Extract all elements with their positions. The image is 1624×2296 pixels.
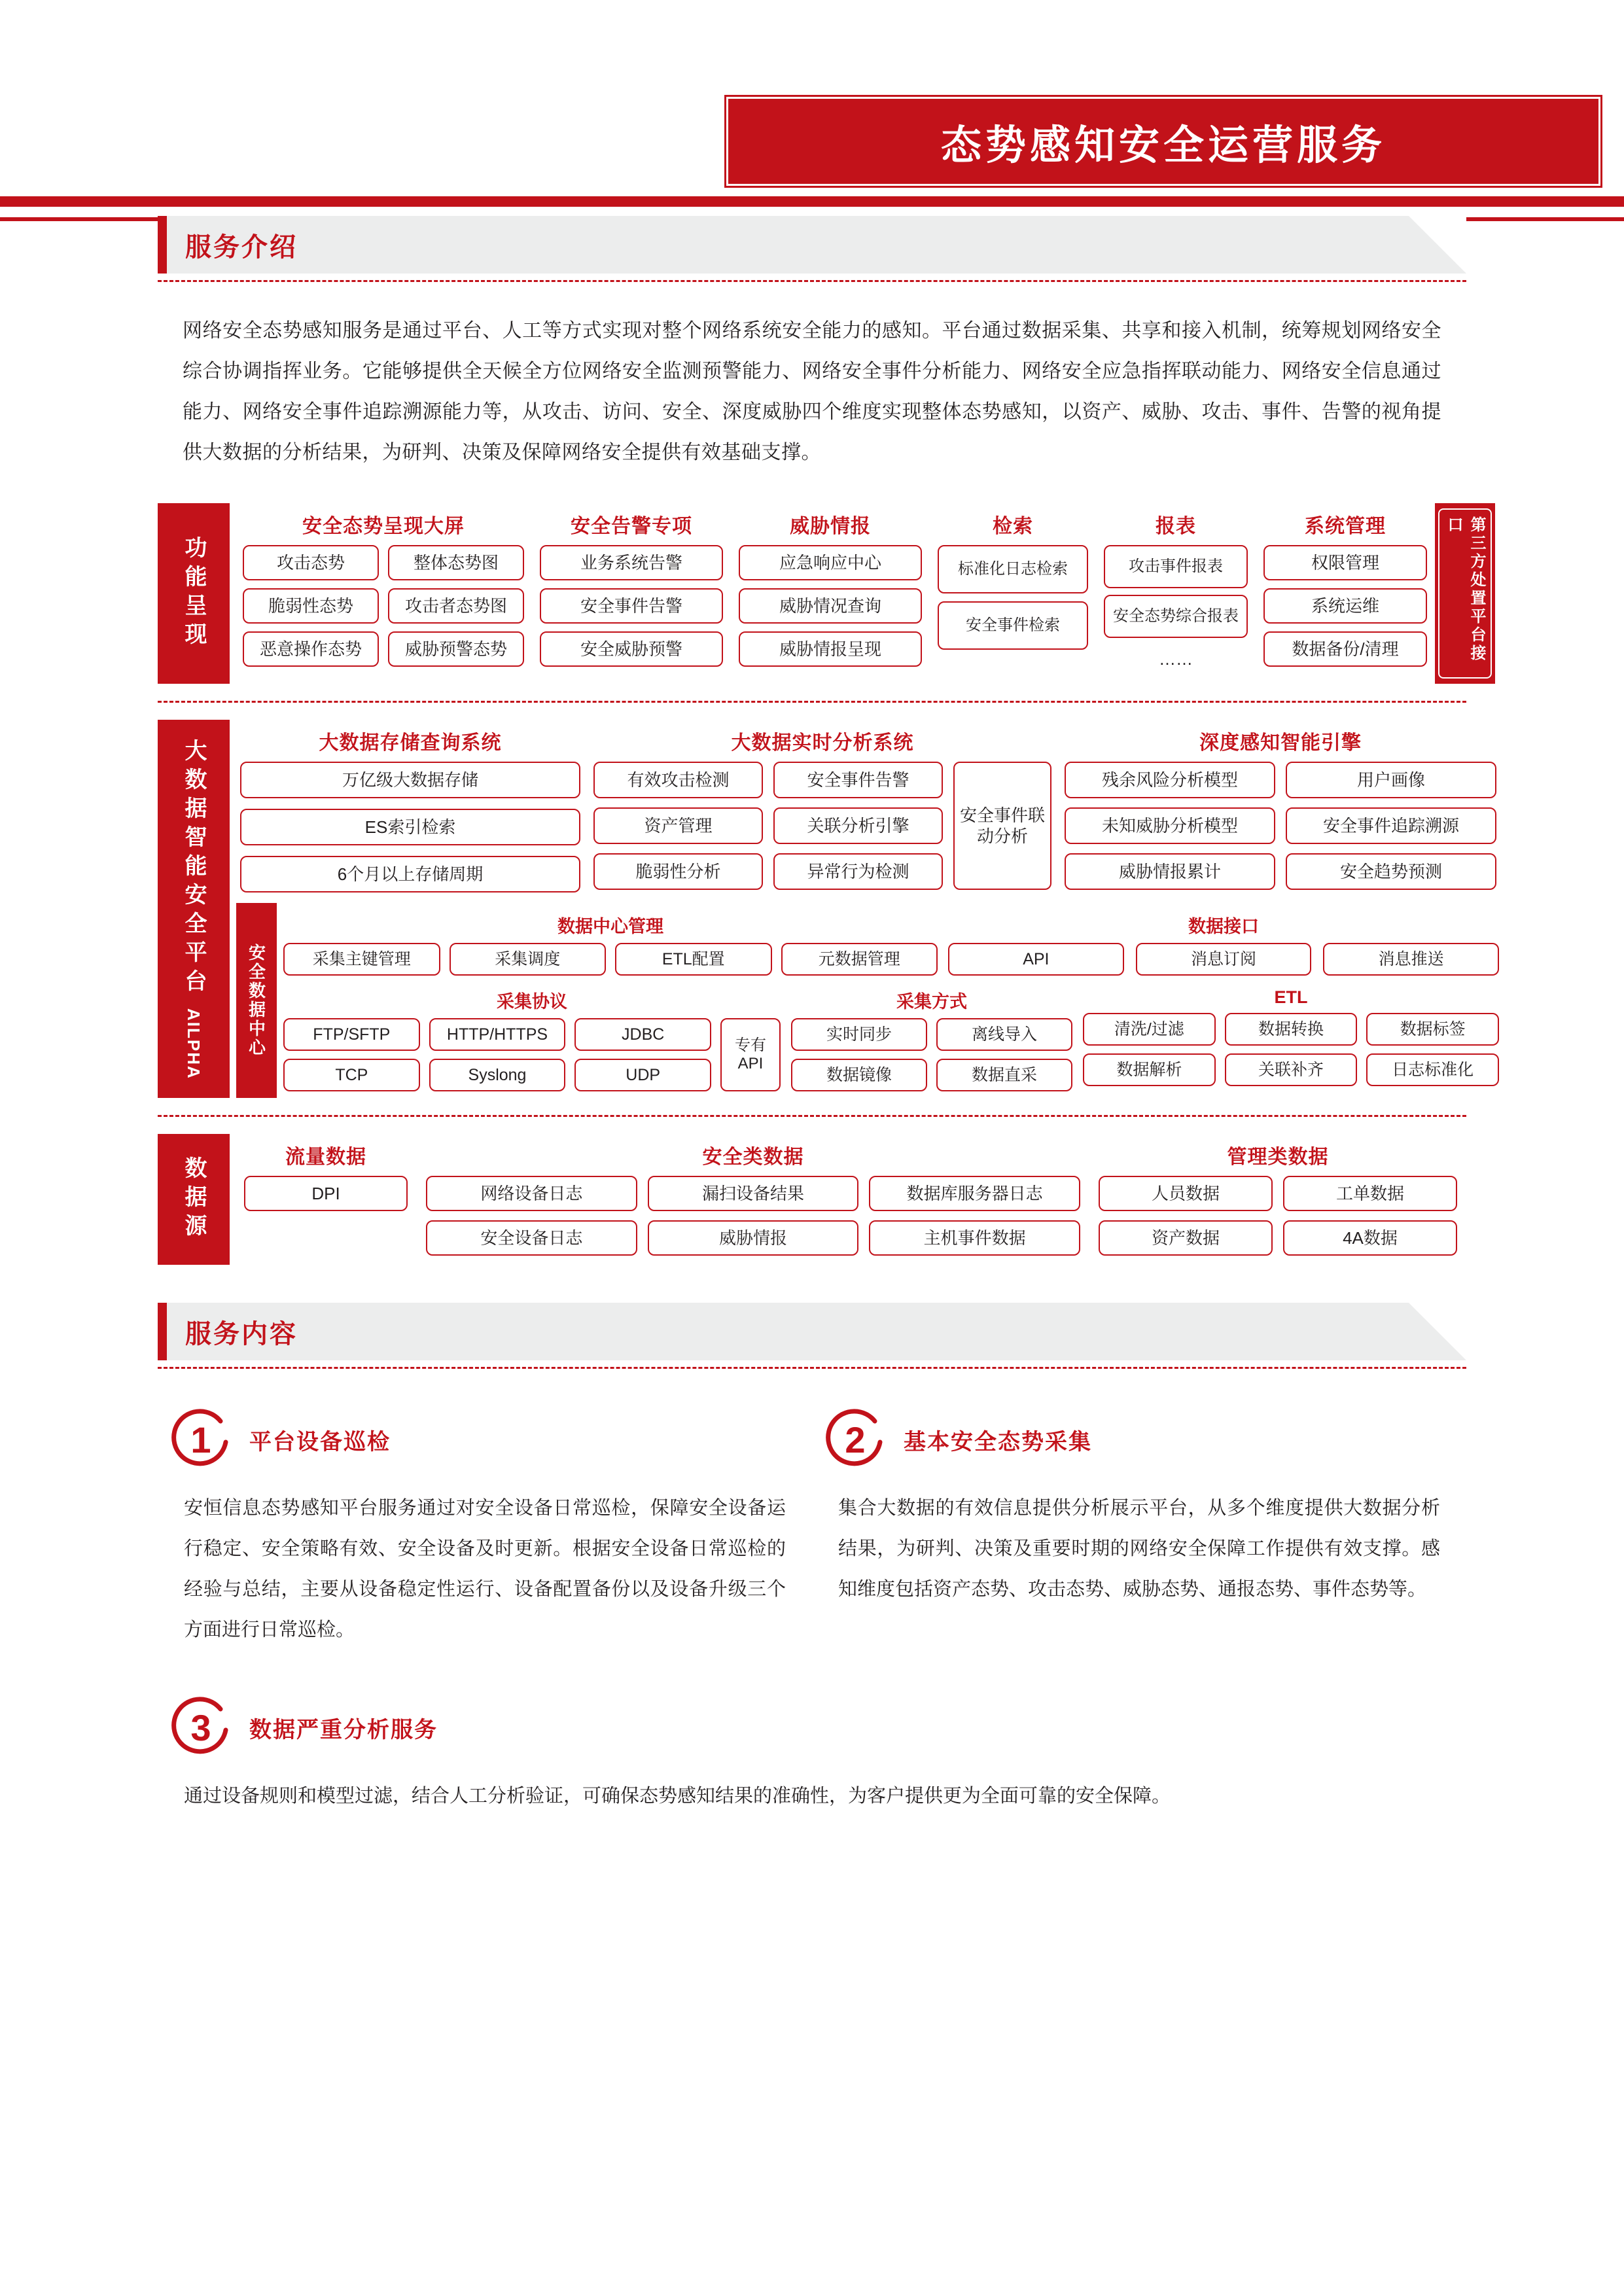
- block-label-platform: [158, 720, 230, 1098]
- platform-item-linked-analysis[interactable]: 安全事件联动分析: [953, 762, 1051, 890]
- function-group-report: [1096, 503, 1256, 684]
- dc-item[interactable]: 数据直采: [936, 1059, 1072, 1091]
- service-item-1: [158, 1408, 812, 1650]
- function-item[interactable]: 标准化日志检索: [938, 545, 1088, 593]
- function-group-alarm: [532, 503, 731, 684]
- datasource-groups: [230, 1134, 1466, 1265]
- platform-top-columns: [236, 720, 1503, 903]
- platform-item[interactable]: 万亿级大数据存储: [240, 762, 580, 798]
- platform-col-storage: [240, 726, 580, 892]
- dc-item[interactable]: 日志标准化: [1366, 1053, 1499, 1086]
- section-dashed-divider: [158, 280, 1466, 282]
- dc-item[interactable]: 实时同步: [791, 1018, 927, 1051]
- platform-item[interactable]: 未知威胁分析模型: [1065, 807, 1275, 844]
- dc-item[interactable]: HTTP/HTTPS: [429, 1018, 566, 1051]
- datasource-item[interactable]: 4A数据: [1283, 1220, 1457, 1256]
- group-head: 报表: [1156, 516, 1196, 537]
- service-title: 数据严重分析服务: [249, 1717, 438, 1742]
- service-number-circle-icon: [169, 1696, 232, 1759]
- data-center-block: [236, 903, 1503, 1098]
- function-item[interactable]: 攻击态势: [243, 545, 379, 580]
- function-item-more: ……: [1104, 645, 1248, 673]
- dc-item[interactable]: 离线导入: [936, 1018, 1072, 1051]
- function-item[interactable]: 权限管理: [1263, 545, 1427, 580]
- group-head: 系统管理: [1305, 516, 1386, 537]
- col-head: 深度感知智能引擎: [1199, 732, 1362, 754]
- datasource-item[interactable]: 人员数据: [1099, 1176, 1273, 1211]
- dc-row-management: [283, 908, 1499, 976]
- dc-head-protocol: 采集协议: [497, 992, 567, 1012]
- platform-body: [230, 720, 1503, 1098]
- service-items: [158, 1408, 1466, 1816]
- data-center-label: [236, 903, 277, 1098]
- section-title-bar-intro: [158, 216, 1466, 274]
- block-label-platform-text: 大数据智能安全平台: [181, 738, 206, 998]
- function-item[interactable]: 系统运维: [1263, 588, 1427, 624]
- header-rule-primary: [0, 196, 1624, 207]
- function-item[interactable]: 安全威胁预警: [540, 631, 723, 667]
- dc-item[interactable]: 数据镜像: [791, 1059, 927, 1091]
- datasource-item[interactable]: DPI: [244, 1176, 408, 1211]
- platform-item[interactable]: 脆弱性分析: [593, 853, 763, 890]
- function-item[interactable]: 安全态势综合报表: [1104, 595, 1248, 638]
- platform-item[interactable]: ES索引检索: [240, 809, 580, 845]
- platform-col-deep-engine: [1065, 726, 1496, 892]
- col-head: 大数据实时分析系统: [731, 732, 914, 754]
- page-title: 态势感知安全运营服务: [940, 122, 1386, 168]
- function-item[interactable]: 应急响应中心: [739, 545, 922, 580]
- dc-item[interactable]: ETL配置: [615, 943, 772, 976]
- function-group-dashboard: [235, 503, 532, 684]
- service-number-circle-icon: [169, 1408, 232, 1471]
- dc-item[interactable]: 采集调度: [450, 943, 607, 976]
- group-head: 管理类数据: [1227, 1146, 1329, 1168]
- function-item[interactable]: 攻击者态势图: [388, 588, 524, 624]
- platform-item[interactable]: 安全事件追踪溯源: [1286, 807, 1496, 844]
- function-item[interactable]: 整体态势图: [388, 545, 524, 580]
- platform-item[interactable]: 资产管理: [593, 807, 763, 844]
- platform-item[interactable]: 6个月以上存储周期: [240, 856, 580, 892]
- architecture-diagram: [158, 503, 1485, 1265]
- dc-head-method: 采集方式: [896, 992, 967, 1012]
- datasource-item[interactable]: 漏扫设备结果: [648, 1176, 859, 1211]
- datasource-group-security: [417, 1134, 1089, 1265]
- platform-item[interactable]: 安全事件告警: [773, 762, 943, 798]
- platform-item[interactable]: 用户画像: [1286, 762, 1496, 798]
- function-item[interactable]: 业务系统告警: [540, 545, 723, 580]
- third-party-interface-text: 第三方处置平台接口: [1445, 516, 1485, 663]
- block-label-platform-sub: AILPHA: [184, 1008, 203, 1080]
- diagram-divider-2: [158, 1115, 1466, 1117]
- datasource-item[interactable]: 数据库服务器日志: [869, 1176, 1080, 1211]
- dc-head-management: 数据中心管理: [557, 917, 663, 936]
- block-label-datasource: 数据源: [158, 1134, 230, 1265]
- platform-item[interactable]: 残余风险分析模型: [1065, 762, 1275, 798]
- dc-item[interactable]: 数据标签: [1366, 1013, 1499, 1046]
- dc-item[interactable]: JDBC: [574, 1018, 711, 1051]
- dc-item[interactable]: 消息订阅: [1136, 943, 1312, 976]
- service-text: 通过设备规则和模型过滤，结合人工分析验证，可确保态势感知结果的准确性，为客户提供更为全面可靠的安全保障。: [184, 1786, 1171, 1807]
- section-title-content: 服务内容: [185, 1319, 298, 1349]
- function-item[interactable]: 数据备份/清理: [1263, 631, 1427, 667]
- data-center-label-text: 安全数据中心: [246, 944, 266, 1057]
- dc-row-collection: [283, 983, 1499, 1091]
- dc-item[interactable]: 元数据管理: [781, 943, 938, 976]
- dc-item[interactable]: 消息推送: [1323, 943, 1499, 976]
- datasource-item[interactable]: 安全设备日志: [426, 1220, 637, 1256]
- function-group-threat-intel: [731, 503, 930, 684]
- page-header: [0, 0, 1624, 216]
- block-label-function: 功能呈现: [158, 503, 230, 684]
- dc-item-private-api[interactable]: 专有API: [720, 1018, 781, 1091]
- function-group-search: [930, 503, 1096, 684]
- dc-item[interactable]: TCP: [283, 1059, 420, 1091]
- function-item[interactable]: 威胁预警态势: [388, 631, 524, 667]
- col-head: 大数据存储查询系统: [319, 732, 502, 754]
- service-title: 平台设备巡检: [249, 1429, 391, 1455]
- platform-col-realtime: [593, 726, 1051, 892]
- service-title: 基本安全态势采集: [904, 1429, 1092, 1455]
- group-head: 流量数据: [285, 1146, 366, 1168]
- section-dashed-divider-2: [158, 1367, 1466, 1369]
- service-number: 3: [190, 1706, 211, 1748]
- function-item[interactable]: 威胁情况查询: [739, 588, 922, 624]
- section-accent-bar: [158, 216, 167, 274]
- service-item-3: [158, 1696, 1466, 1816]
- dc-item[interactable]: UDP: [574, 1059, 711, 1091]
- data-center-area: [277, 903, 1503, 1098]
- dc-head-interface: 数据接口: [1188, 917, 1259, 936]
- dc-item[interactable]: FTP/SFTP: [283, 1018, 420, 1051]
- dc-item[interactable]: API: [948, 943, 1124, 976]
- datasource-group-management: [1089, 1134, 1466, 1265]
- dc-item[interactable]: 数据转换: [1225, 1013, 1358, 1046]
- datasource-item[interactable]: 威胁情报: [648, 1220, 859, 1256]
- group-head: 威胁情报: [790, 516, 871, 537]
- platform-item[interactable]: 关联分析引擎: [773, 807, 943, 844]
- service-number: 2: [845, 1419, 866, 1460]
- function-item[interactable]: 威胁情报呈现: [739, 631, 922, 667]
- section-service-content: [158, 1303, 1466, 1816]
- platform-item[interactable]: 威胁情报累计: [1065, 853, 1275, 890]
- dc-item[interactable]: 关联补齐: [1225, 1053, 1358, 1086]
- dc-item[interactable]: Syslong: [429, 1059, 566, 1091]
- section-corner-notch: [1409, 1303, 1466, 1360]
- datasource-item[interactable]: 资产数据: [1099, 1220, 1273, 1256]
- diagram-block-bigdata-platform: [158, 720, 1474, 1098]
- section-accent-bar: [158, 1303, 167, 1360]
- service-text: 安恒信息态势感知平台服务通过对安全设备日常巡检，保障安全设备运行稳定、安全策略有效、安全设备及时更新。根据安全设备日常巡检的经验与总结，主要从设备稳定性运行、设备配置备份以及设备升级三个方面进行日常巡检。: [184, 1498, 786, 1640]
- dc-head-etl: ETL: [1274, 987, 1308, 1007]
- function-item[interactable]: 安全事件检索: [938, 601, 1088, 650]
- section-title-intro: 服务介绍: [185, 232, 298, 262]
- group-head: 检索: [993, 516, 1033, 537]
- function-groups: [230, 503, 1495, 684]
- section-service-intro: [158, 216, 1485, 1265]
- service-item-2: [812, 1408, 1466, 1650]
- third-party-interface-label: [1435, 503, 1495, 684]
- group-head: 安全类数据: [702, 1146, 804, 1168]
- datasource-item[interactable]: 工单数据: [1283, 1176, 1457, 1211]
- intro-paragraph: 网络安全态势感知服务是通过平台、人工等方式实现对整个网络系统安全能力的感知。平台通过数据采集、共享和接入机制，统筹规划网络安全综合协调指挥业务。它能够提供全天候全方位网络安全监测预警能力、网络安全事件分析能力、网络安全应急指挥联动能力、网络安全信息通过能力、网络安全事件追踪溯源能力等，从攻击、访问、安全、深度威胁四个维度实现整体态势感知，以资产、威胁、攻击、事件、告警的视角提供大数据的分析结果，为研判、决策及保障网络安全提供有效基础支撑。: [183, 320, 1441, 463]
- service-number: 1: [190, 1419, 211, 1460]
- dc-item[interactable]: 清洗/过滤: [1083, 1013, 1216, 1046]
- platform-item[interactable]: 有效攻击检测: [593, 762, 763, 798]
- header-banner: [726, 97, 1600, 186]
- function-item[interactable]: 攻击事件报表: [1104, 545, 1248, 588]
- diagram-block-function: [158, 503, 1485, 684]
- group-head: 安全告警专项: [571, 516, 692, 537]
- function-item[interactable]: 恶意操作态势: [243, 631, 379, 667]
- diagram-divider-1: [158, 701, 1466, 703]
- section-title-bar-content: [158, 1303, 1466, 1360]
- function-item[interactable]: 安全事件告警: [540, 588, 723, 624]
- section-corner-notch: [1409, 216, 1466, 274]
- function-group-sysadmin: [1256, 503, 1435, 684]
- service-number-circle-icon: [824, 1408, 887, 1471]
- group-head: 安全态势呈现大屏: [302, 516, 465, 537]
- datasource-item[interactable]: 主机事件数据: [869, 1220, 1080, 1256]
- platform-item[interactable]: 安全趋势预测: [1286, 853, 1496, 890]
- datasource-item[interactable]: 网络设备日志: [426, 1176, 637, 1211]
- dc-item[interactable]: 采集主键管理: [283, 943, 440, 976]
- diagram-block-datasource: [158, 1134, 1466, 1265]
- platform-item[interactable]: 异常行为检测: [773, 853, 943, 890]
- function-item[interactable]: 脆弱性态势: [243, 588, 379, 624]
- datasource-group-traffic: [235, 1134, 417, 1265]
- dc-item[interactable]: 数据解析: [1083, 1053, 1216, 1086]
- service-text: 集合大数据的有效信息提供分析展示平台，从多个维度提供大数据分析结果，为研判、决策及重要时期的网络安全保障工作提供有效支撑。感知维度包括资产态势、攻击态势、威胁态势、通报态势、事件态势等。: [838, 1498, 1440, 1600]
